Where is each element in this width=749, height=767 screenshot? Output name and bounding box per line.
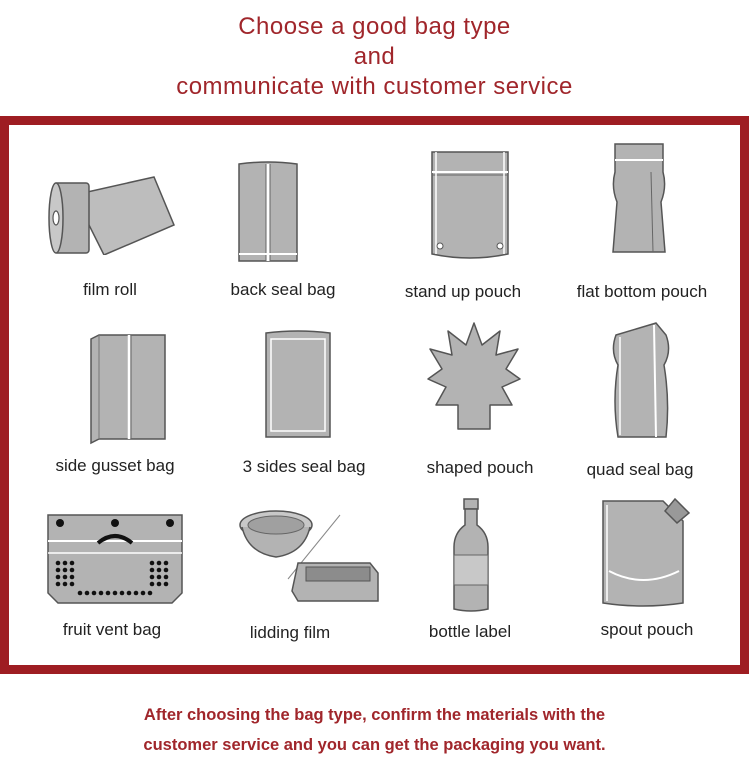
shaped-pouch-icon [426,321,522,436]
side-gusset-bag-icon [87,333,169,445]
bottle-label-icon [450,497,492,615]
bag-type-label: shaped pouch [426,458,534,477]
page-title-line-1: Choose a good bag type [238,13,511,40]
spout-pouch-icon [599,497,695,607]
stand-up-pouch-icon [428,150,512,265]
film-roll-icon [44,165,184,255]
page-title-line-2: and [353,43,396,70]
quad-seal-bag-icon [608,321,674,441]
bag-type-label: bottle label [428,622,512,641]
three-sides-seal-bag-icon [262,329,334,441]
bag-type-label: lidding film [249,623,331,642]
fruit-vent-bag-icon [44,513,186,605]
bag-type-label: flat bottom pouch [576,282,708,301]
bag-type-label: film roll [83,280,137,299]
bag-type-label: quad seal bag [586,460,694,479]
bag-type-label: side gusset bag [55,456,175,475]
footer-line-2: customer service and you can get the packaging you want. [143,736,606,754]
bag-type-label: fruit vent bag [62,620,162,639]
page-title-line-3: communicate with customer service [176,73,573,100]
bag-type-label: back seal bag [230,280,336,299]
bag-type-label: stand up pouch [404,282,522,301]
bag-type-label: spout pouch [600,620,694,639]
flat-bottom-pouch-icon [609,142,669,257]
footer-line-1: After choosing the bag type, confirm the materials with the [143,706,606,724]
lidding-film-icon [236,503,386,615]
back-seal-bag-icon [235,160,301,265]
bag-type-label: 3 sides seal bag [242,457,366,476]
